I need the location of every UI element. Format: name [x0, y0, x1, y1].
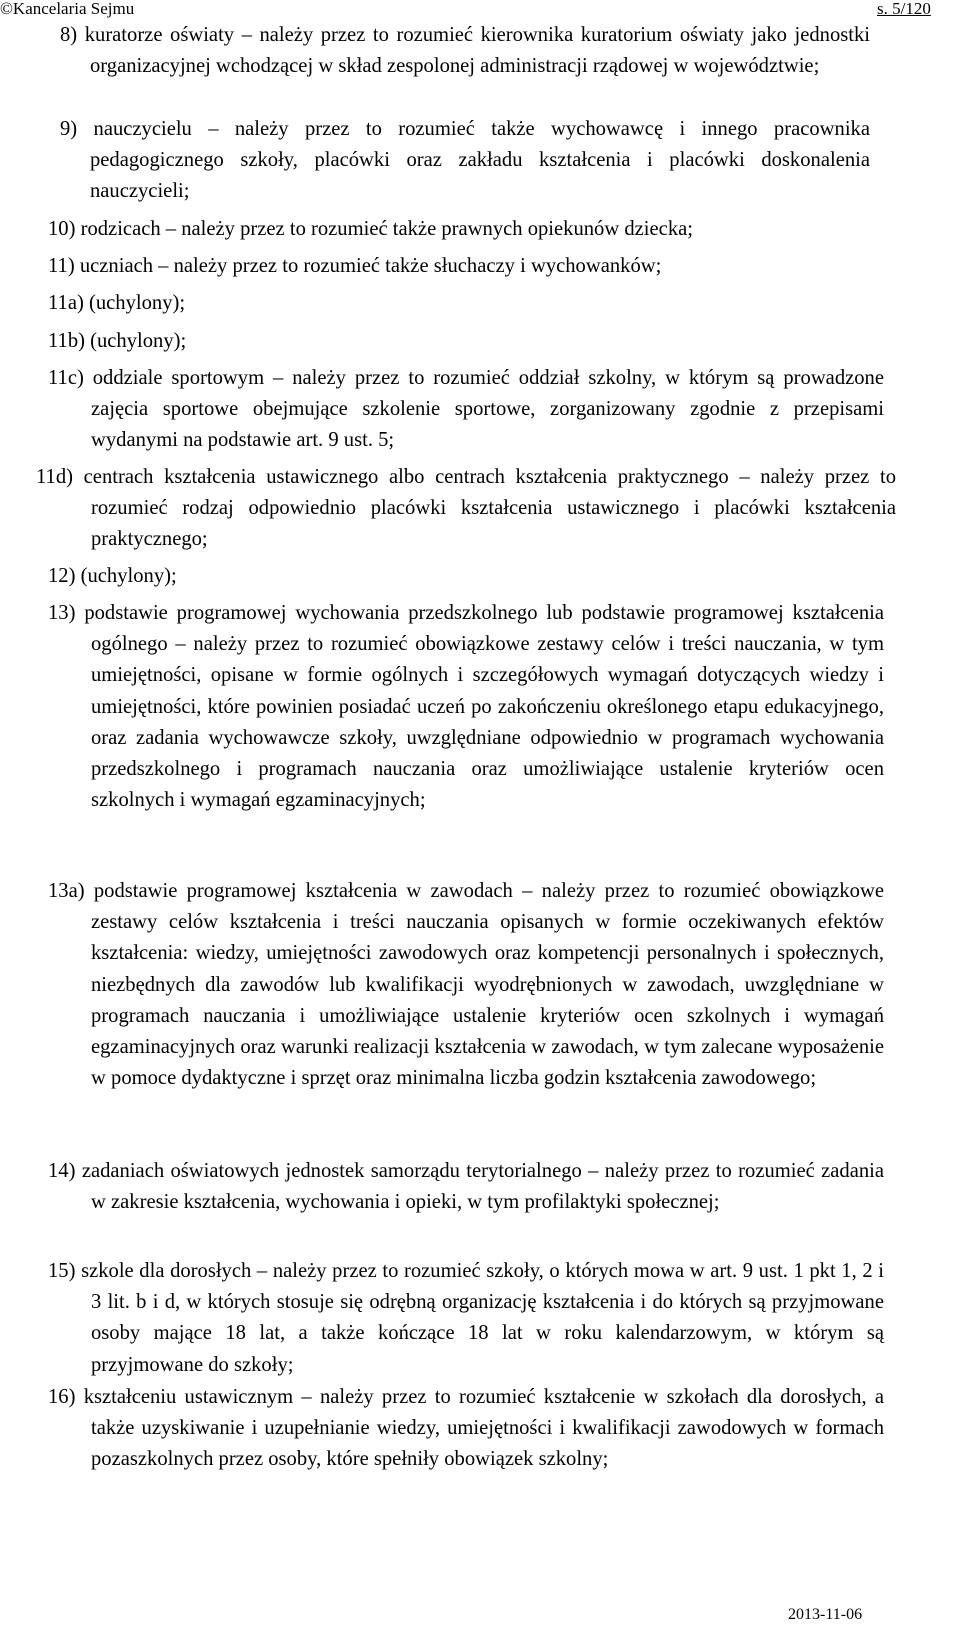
list-item-11d — [36, 462, 896, 556]
item-text: (uchylony); — [88, 292, 186, 314]
item-number: 11) — [48, 255, 75, 277]
item-number: 11b) — [48, 330, 85, 352]
list-item-13a — [48, 876, 884, 1094]
item-text: podstawie programowej kształcenia w zawodach – należy przez to rozumieć obowiązkowe zestawy celów kształcenia i treści nauczania opisanych w formie oczekiwanych efektów kształcenia: wiedzy, umiejętności zawodowych oraz kompetencji personalnych i społecznych, niezbędnych dla zawodów lub kwalifikacji wyodrębnionych w zawodach, uwzględniane w programach nauczania i umożliwiające ustalenie kryteriów ocen szkolnych i wymagań egzaminacyjnych oraz warunki realizacji kształcenia w zawodach, w tym zalecane wyposażenie w pomoce dydaktyczne i sprzęt oraz minimalna liczba godzin kształcenia zawodowego; — [91, 880, 884, 1090]
header-source: ©Kancelaria Sejmu — [0, 0, 135, 18]
item-text: zadaniach oświatowych jednostek samorządu terytorialnego – należy przez to rozumieć zadania w zakresie kształcenia, wychowania i opieki, w tym profilaktyki społecznej; — [81, 1160, 884, 1214]
list-item-11c — [48, 363, 884, 457]
list-item-11a — [48, 288, 848, 319]
item-text: rodzicach – należy przez to rozumieć także prawnych opiekunów dziecka; — [80, 218, 693, 240]
item-number: 12) — [48, 565, 76, 587]
item-number: 10) — [48, 218, 76, 240]
item-text: uczniach – należy przez to rozumieć także słuchaczy i wychowanków; — [79, 255, 662, 277]
item-number: 11d) — [36, 466, 73, 488]
item-text: (uchylony); — [80, 565, 177, 587]
list-item-8 — [60, 20, 870, 82]
item-number: 11a) — [48, 292, 84, 314]
item-text: szkole dla dorosłych – należy przez to rozumieć szkoły, o których mowa w art. 9 ust. 1 pkt 1, 2 i 3 lit. b i d, w których stosuje się odrębną organizację kształcenia i do których są przyjmowane osoby mające 18 lat, a także kończące 18 lat w roku kalendarzowym, w którym są przyjmowane do szkoły; — [81, 1260, 884, 1376]
list-item-15 — [48, 1256, 884, 1381]
document-date: 2013-11-06 — [788, 1606, 863, 1623]
list-item-13 — [48, 598, 884, 816]
item-text: kształceniu ustawicznym – należy przez to rozumieć kształcenie w szkołach dla dorosłych, a także uzyskiwanie i uzupełnianie wiedzy, umiejętności i kwalifikacji zawodowych w formach pozaszkolnych przez osoby, które spełniły obowiązek szkolny; — [83, 1386, 884, 1471]
list-item-11 — [48, 251, 848, 282]
list-item-12 — [48, 561, 848, 592]
item-number: 13a) — [48, 880, 85, 902]
item-number: 11c) — [48, 367, 84, 389]
list-item-11b — [48, 326, 848, 357]
item-number: 16) — [48, 1386, 76, 1408]
item-text: oddziale sportowym – należy przez to rozumieć oddział szkolny, w którym są prowadzone zajęcia sportowe obejmujące szkolenie sportowe, zorganizowany zgodnie z przepisami wydanymi na podstawie art. 9 ust. 5; — [91, 367, 884, 452]
list-item-16 — [48, 1382, 884, 1476]
item-text: (uchylony); — [90, 330, 187, 352]
item-text: centrach kształcenia ustawicznego albo centrach kształcenia praktycznego – należy przez to rozumieć rodzaj odpowiednio placówki kształcenia ustawicznego i placówki kształcenia praktycznego; — [83, 466, 896, 551]
item-text: podstawie programowej wychowania przedszkolnego lub podstawie programowej kształcenia ogólnego – należy przez to rozumieć obowiązkowe zestawy celów i treści nauczania, w tym umiejętności, opisane w formie ogólnych i szczegółowych wymagań dotyczących wiedzy i umiejętności, które powinien posiadać uczeń po zakończeniu określonego etapu edukacyjnego, oraz zadania wychowawcze szkoły, uwzględniane odpowiednio w programach wychowania przedszkolnego i programach nauczania oraz umożliwiające ustalenie kryteriów ocen szkolnych i wymagań egzaminacyjnych; — [84, 602, 884, 812]
page-number: s. 5/120 — [877, 0, 931, 18]
list-item-14 — [48, 1156, 884, 1218]
item-number: 9) — [60, 118, 78, 140]
item-number: 13) — [48, 602, 76, 624]
item-number: 8) — [60, 24, 78, 46]
item-text: kuratorze oświaty – należy przez to rozumieć kierownika kuratorium oświaty jako jednostki organizacyjnej wchodzącej w skład zespolonej administracji rządowej w województwie; — [84, 24, 870, 78]
item-number: 15) — [48, 1260, 76, 1282]
item-number: 14) — [48, 1160, 76, 1182]
list-item-9 — [60, 114, 870, 208]
list-item-10 — [48, 214, 848, 245]
item-text: nauczycielu – należy przez to rozumieć także wychowawcę i innego pracownika pedagogicznego szkoły, placówki oraz zakładu kształcenia i placówki doskonalenia nauczycieli; — [90, 118, 870, 203]
